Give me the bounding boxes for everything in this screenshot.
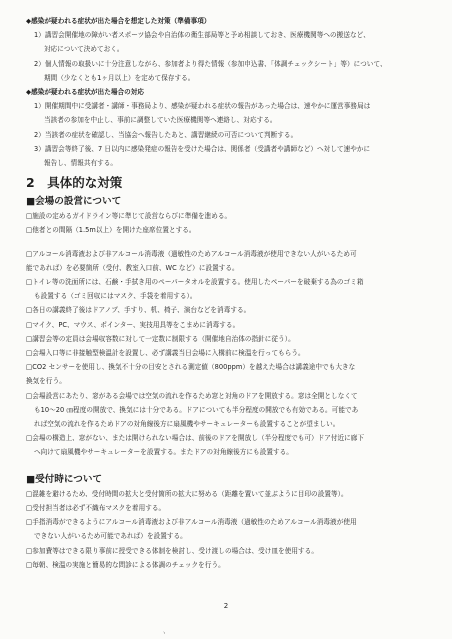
checklist-item: □会場の構造上、窓がない、または開けられない場合は、前後のドアを開放し（半分程度でも可）ドア付近に廊下 xyxy=(26,434,365,443)
checklist-item: □アルコール消毒液および非アルコール消毒液（過敏性のためアルコール消毒液が使用できない人がいるため可 xyxy=(26,249,357,258)
checklist-item: □各日の講義終了後はドアノブ、手すり、机、椅子、演台などを消毒する。 xyxy=(26,306,251,315)
top-section xyxy=(26,14,428,170)
checklist-item: □会場設営にあたり、窓がある会場では空気の流れを作るため窓と対角のドアを開放する。窓は全開としなくて xyxy=(26,391,358,400)
checklist-item: □会場入口等に非接触型検温計を設置し、必ず講義当日会場に入構前に検温を行ってもらう。 xyxy=(26,349,305,358)
checklist-item: □施設の定めるガイドライン等に準じて設営ならびに準備を進める。 xyxy=(26,212,232,221)
footer-mark: ヽ xyxy=(161,630,168,637)
checklist-item-cont: も10～20 ㎝程度の開放で、換気には十分である。ドアについても半分程度の開放でも有効である。可能であ xyxy=(34,405,359,414)
list-item-cont: 当該者の参加を中止し、事前に調整していた医療機関等へ連絡し、対応する。 xyxy=(44,116,277,125)
venue-heading: ■会場の設営について xyxy=(26,196,122,208)
checklist-item: □毎朝、検温の実施と簡易的な問診による体調のチェックを行う。 xyxy=(26,560,225,569)
checklist-item-cont: 能であれば）を必要箇所（受付、教室入口前、WC など）に設置する。 xyxy=(26,263,239,272)
page-number: 2 xyxy=(223,602,229,610)
checklist-item: □混雑を避けるため、受付時間の拡大と受付箇所の拡大に努める（距離を置いて並ぶように目印の設置等）。 xyxy=(26,489,348,498)
list-item: 1）講習会開催地の障がい者スポーツ協会や自治体の衛生部局等と予め相談しておき、医療機関等への搬送など、 xyxy=(34,31,370,40)
list-item-cont: 報告し、情報共有する。 xyxy=(44,159,118,168)
checklist-item-cont: へ向けて扇風機やサーキュレーターを設置する。またドアの対角線後方にも設置する。 xyxy=(34,448,293,457)
checklist-item: □CO2 センサーを使用し、換気不十分の目安とされる測定値（800ppm）を越えた場合は講義途中でも大きな xyxy=(26,363,356,372)
document-page xyxy=(26,14,428,572)
venue-section xyxy=(26,194,428,459)
list-item-cont: 期間（少なくとも1ヶ月以上）を定めて保存する。 xyxy=(44,73,195,82)
list-item: 3）講習会等終了後、7 日以内に感染発症の報告を受けた場合は、関係者（受講者や講師など）へ対して速やかに xyxy=(34,144,371,153)
list-item: 1）開催期間中に受講者・講師・事務局より、感染が疑われる症状の報告があった場合は、速やかに運営事務局は xyxy=(34,102,371,111)
checklist-item-cont: できない人がいるため可能であれば）を設置する。 xyxy=(34,532,187,541)
section-title: 2 具体的な対策 xyxy=(26,175,123,191)
reception-section xyxy=(26,472,428,572)
heading-preparation: ◆感染が疑われる症状が出た場合を想定した対策（準備事項） xyxy=(26,17,211,25)
checklist-item-cont: 換気を行う。 xyxy=(26,377,66,386)
list-item: 2）個人情報の取扱いに十分注意しながら、参加者より得た情報（参加申込書、「体調チェックシート」等）について、 xyxy=(34,59,387,68)
checklist-item-cont: れば空気の流れを作るためドアの対角線後方に扇風機やサーキュレーターも設置することが望ましい。 xyxy=(34,420,340,429)
reception-heading: ■受付時について xyxy=(26,473,103,485)
checklist-item: □トイレ等の洗面所には、石鹸・手拭き用のペーパータオルを設置する。使用したペーパーを破棄する為のゴミ箱 xyxy=(26,278,364,287)
checklist-item: □受付担当者は必ず不織布マスクを着用する。 xyxy=(26,503,166,512)
list-item: 2）当該者の症状を確認し、当協会へ報告したあと、講習継続の可否について判断する。 xyxy=(34,130,298,139)
list-item-cont: 対応について決めておく。 xyxy=(44,45,124,54)
checklist-item-cont: も設置する（ゴミ回収にはマスク、手袋を着用する）。 xyxy=(34,292,197,301)
checklist-item: □マイク、PC、マウス、ポインター、実技用具等をこまめに消毒する。 xyxy=(26,320,240,329)
checklist-item: □参加費等はできる限り事前に授受できる体制を検討し、受け渡しの場合は、受け皿を使用する。 xyxy=(26,546,318,555)
checklist-item: □講習会等の定員は会場収容数に対して一定数に制限する（開催地自治体の指針に従う）。 xyxy=(26,334,295,343)
checklist-item: □手指消毒ができるようにアルコール消毒液および非アルコール消毒液（過敏性のためアルコール消毒液が使用 xyxy=(26,518,357,527)
checklist-item: □他者との間隔（1.5m以上）を開けた座席位置とする。 xyxy=(26,226,196,235)
heading-response: ◆感染が疑われる症状が出た場合の対応 xyxy=(26,88,145,97)
